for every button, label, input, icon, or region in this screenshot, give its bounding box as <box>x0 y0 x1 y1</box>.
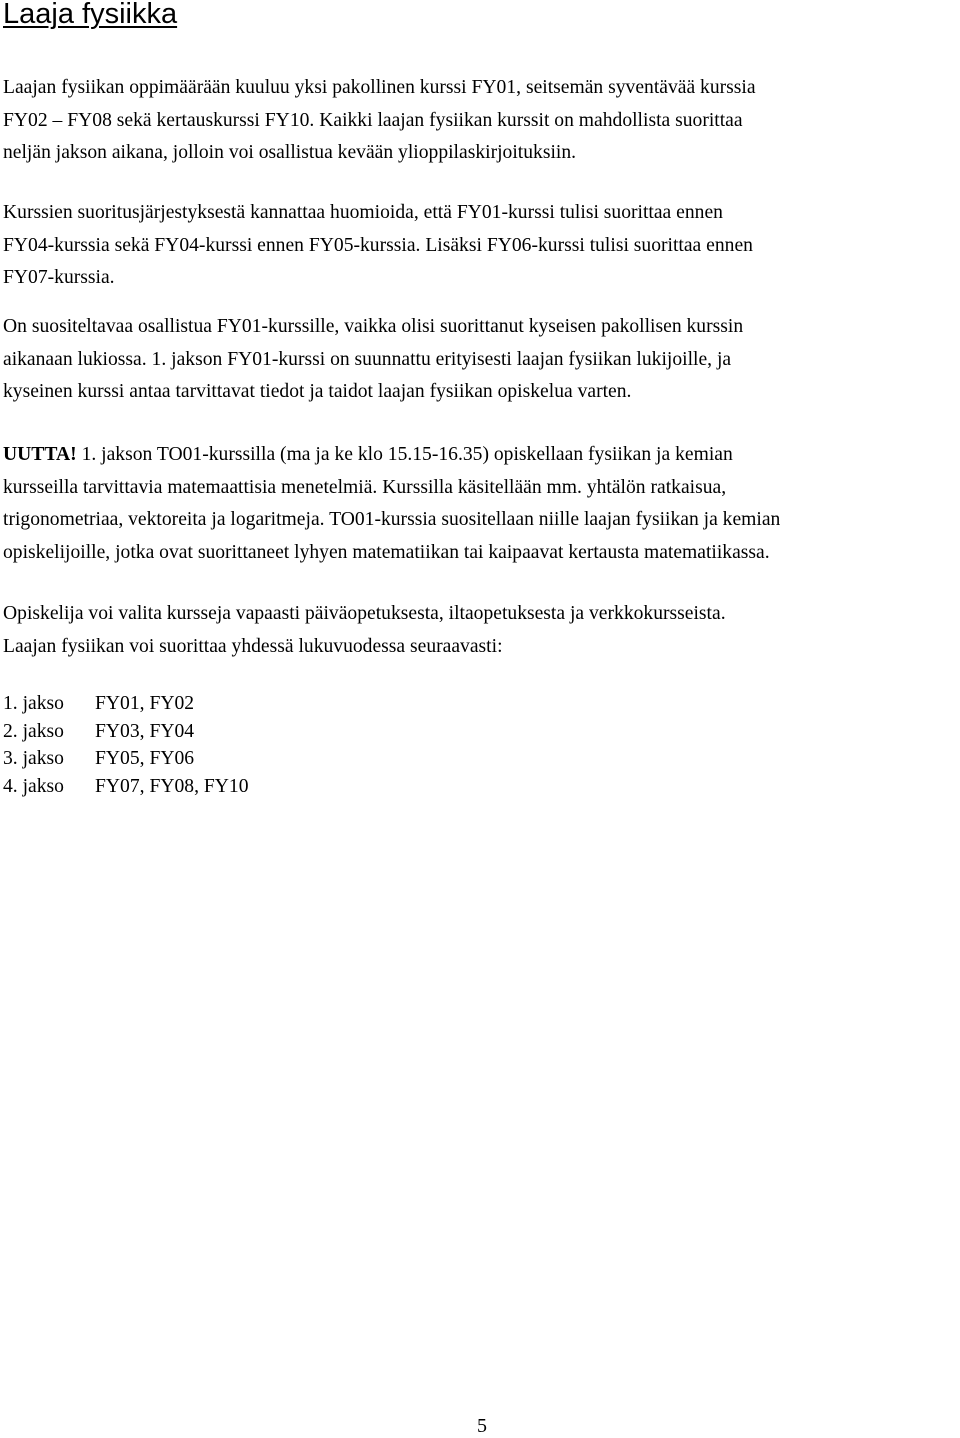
schedule-item <box>3 745 249 773</box>
schedule-period: 4. jakso <box>3 775 64 797</box>
text-line-rest: 1. jakson TO01-kurssilla (ma ja ke klo 15.15-16.35) opiskellaan fysiikan ja kemian <box>76 444 733 465</box>
schedule-list <box>3 690 249 800</box>
text-line: aikanaan lukiossa. 1. jakson FY01-kurssi on suunnattu erityisesti laajan fysiikan lukijoille, ja <box>3 348 732 370</box>
text-line: kyseinen kurssi antaa tarvittavat tiedot ja taidot laajan fysiikan opiskelua varten. <box>3 381 632 402</box>
text-line: Laajan fysiikan voi suorittaa yhdessä lukuvuodessa seuraavasti: <box>3 635 503 657</box>
text-line: FY04-kurssia sekä FY04-kurssi ennen FY05-kurssia. Lisäksi FY06-kurssi tulisi suorittaa ennen <box>3 234 753 256</box>
paragraph-new-to01-course <box>3 439 780 569</box>
text-line: neljän jakson aikana, jolloin voi osallistua kevään ylioppilaskirjoituksiin. <box>3 142 577 163</box>
schedule-period: 3. jakso <box>3 748 64 769</box>
text-line: On suositeltavaa osallistua FY01-kurssille, vaikka olisi suorittanut kyseisen pakollisen kurssin <box>3 316 744 337</box>
text-line: Opiskelija voi valita kursseja vapaasti päiväopetuksesta, iltaopetuksesta ja verkkokursseista. <box>3 603 726 624</box>
text-line: trigonometriaa, vektoreita ja logaritmeja. TO01-kurssia suositellaan niille laajan fysiikan ja kemian <box>3 509 781 530</box>
schedule-period: 2. jakso <box>3 720 64 742</box>
page-title: Laaja fysiikka <box>3 0 178 30</box>
paragraph-course-selection <box>3 598 726 663</box>
schedule-period: 1. jakso <box>3 693 64 714</box>
paragraph-course-overview <box>3 72 756 170</box>
paragraph-course-order <box>3 197 753 295</box>
schedule-item <box>3 718 249 746</box>
schedule-courses: FY01, FY02 <box>95 693 195 714</box>
schedule-item <box>3 690 249 718</box>
text-line: FY07-kurssia. <box>3 267 115 288</box>
text-line <box>3 439 780 472</box>
text-line: FY02 – FY08 sekä kertauskurssi FY10. Kaikki laajan fysiikan kurssit on mahdollista suorittaa <box>3 109 743 131</box>
schedule-courses: FY05, FY06 <box>95 748 195 769</box>
schedule-item <box>3 773 249 801</box>
text-line: Laajan fysiikan oppimäärään kuuluu yksi pakollinen kurssi FY01, seitsemän syventävää kurssia <box>3 77 756 98</box>
page-number: 5 <box>477 1415 487 1437</box>
text-line: Kurssien suoritusjärjestyksestä kannattaa huomioida, että FY01-kurssi tulisi suorittaa ennen <box>3 202 723 223</box>
paragraph-fy01-recommendation <box>3 311 743 409</box>
text-line: opiskelijoille, jotka ovat suorittaneet lyhyen matematiikan tai kaipaavat kertausta matematiikassa. <box>3 541 770 563</box>
text-line: kursseilla tarvittavia matemaattisia menetelmiä. Kurssilla käsitellään mm. yhtälön ratkaisua, <box>3 476 727 498</box>
schedule-courses: FY03, FY04 <box>95 720 195 742</box>
new-label: UUTTA! <box>3 444 77 465</box>
schedule-courses: FY07, FY08, FY10 <box>95 775 249 797</box>
